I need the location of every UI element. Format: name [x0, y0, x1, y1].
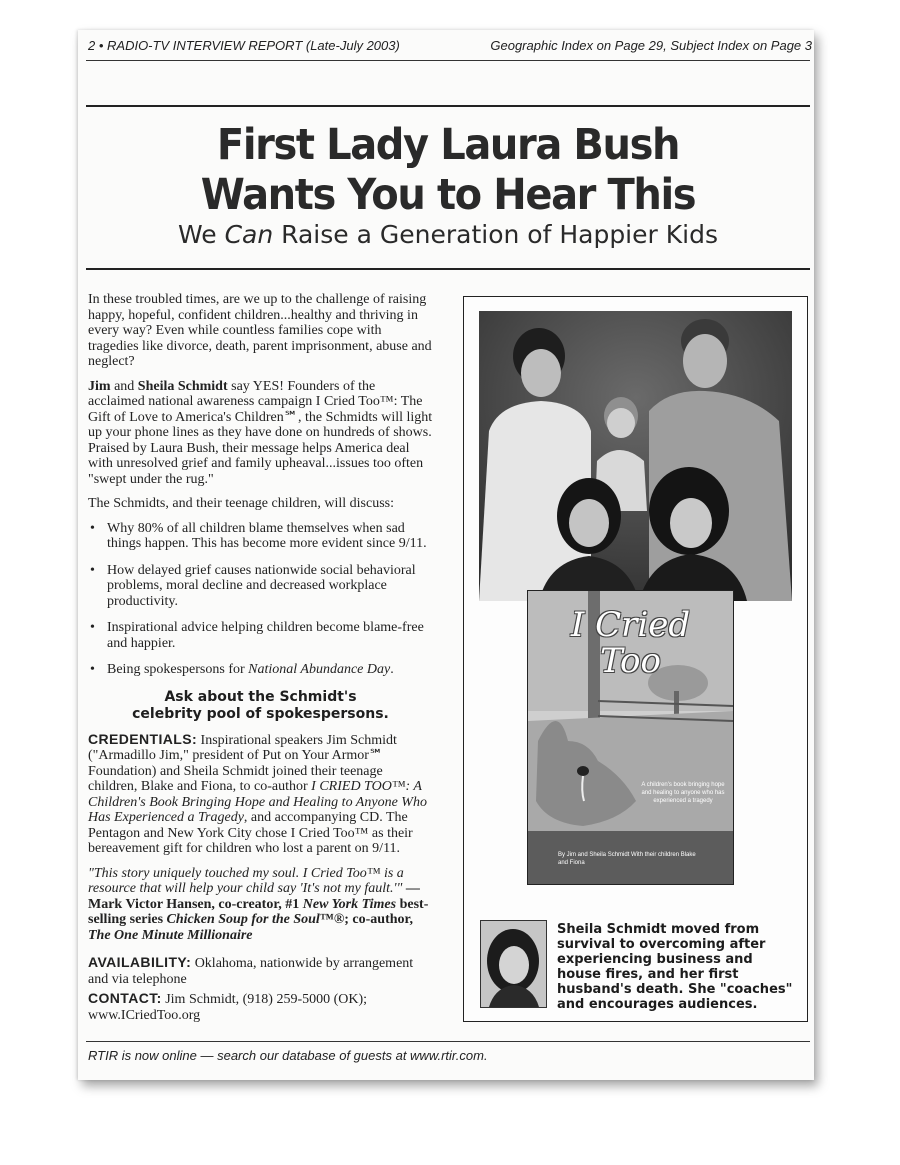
founders-paragraph: Jim and Sheila Schmidt say YES! Founders of the acclaimed national awareness campaign I Cried Too™: The Gift of Love to America's Children℠, the Schmidts will light up your phone lines as they have done on hundreds of shows. Praised by Laura Bush, their message helps America deal with unresolved grief and family upheaval...issues too often "swept under the rug.": [88, 378, 433, 487]
list-item: • How delayed grief causes nationwide social behavioral problems, moral decline and decreased workplace productivity.: [88, 563, 433, 610]
headline-subtitle: We Can Raise a Generation of Happier Kids: [178, 220, 718, 249]
article-column: [88, 292, 433, 1032]
discuss-intro: The Schmidts, and their teenage children, will discuss:: [88, 496, 394, 511]
portrait-caption: Sheila Schmidt moved from survival to overcoming after experiencing business and house fires, and her first husband's death. She "coaches" and encourages audiences.: [557, 922, 793, 1012]
list-item: • Why 80% of all children blame themselves when sad things happen. This has become more evident since 9/11.: [88, 521, 433, 552]
headline-line2: Wants You to Hear This: [200, 170, 696, 220]
list-item: • Inspirational advice helping children become blame-free and happier.: [88, 620, 433, 651]
ask-about-callout: Ask about the Schmidt's celebrity pool of spokespersons.: [132, 688, 389, 722]
book-cover: [527, 590, 734, 885]
book-tagline: A children's book bringing hope and healing to anyone who has experienced a tragedy: [641, 782, 725, 804]
discussion-list: [88, 521, 433, 678]
availability-paragraph: AVAILABILITY: Oklahoma, nationwide by arrangement and via telephone: [88, 954, 414, 987]
headline-line1: First Lady Laura Bush: [216, 120, 680, 170]
header-rule: [86, 60, 810, 61]
sheila-portrait-graphic: [481, 921, 546, 1007]
family-photo: [479, 311, 792, 601]
footer-rule: [86, 1041, 810, 1042]
footer-text: RTIR is now online — search our database of guests at www.rtir.com.: [88, 1048, 488, 1063]
book-authors: By Jim and Sheila Schmidt With their children Blake and Fiona: [558, 852, 696, 866]
sheila-portrait: [480, 920, 547, 1008]
running-header-right: Geographic Index on Page 29, Subject Index on Page 3: [490, 38, 812, 53]
contact-paragraph: CONTACT: Jim Schmidt, (918) 259-5000 (OK); www.ICriedToo.org: [88, 990, 368, 1023]
family-photo-graphic: [479, 311, 792, 601]
running-header-left: 2 • RADIO-TV INTERVIEW REPORT (Late-July 2003): [88, 38, 400, 53]
credentials-paragraph: CREDENTIALS: Inspirational speakers Jim Schmidt ("Armadillo Jim," president of Put on Your Armor℠ Foundation) and Sheila Schmidt joined their teenage children, Blake and Fiona, to co-author I CRIED TOO™: A Children's Book Bringing Hope and Healing to Anyone Who Has Experienced a Tragedy, and accompanying CD. The Pentagon and New York City chose I Cried Too™ as their bereavement gift for children who lost a parent on 9/11.: [88, 730, 427, 856]
headline-top-rule: [86, 105, 810, 107]
testimonial-quote: "This story uniquely touched my soul. I Cried Too™ is a resource that will help your child say 'It's not my fault.'" — Mark Victor Hansen, co-creator, #1 New York Times best-selling series Chicken Soup for the Soul™®; co-author, The One Minute Millionaire: [88, 865, 429, 943]
book-title: I Cried Too: [570, 605, 691, 681]
intro-paragraph: In these troubled times, are we up to the challenge of raising happy, hopeful, confident children...healthy and thriving in every way? Even while countless families cope with tragedies like divorce, death, parent imprisonment, abuse and neglect?: [88, 292, 432, 369]
headline-bottom-rule: [86, 268, 810, 270]
list-item: • Being spokespersons for National Abundance Day.: [88, 662, 433, 678]
